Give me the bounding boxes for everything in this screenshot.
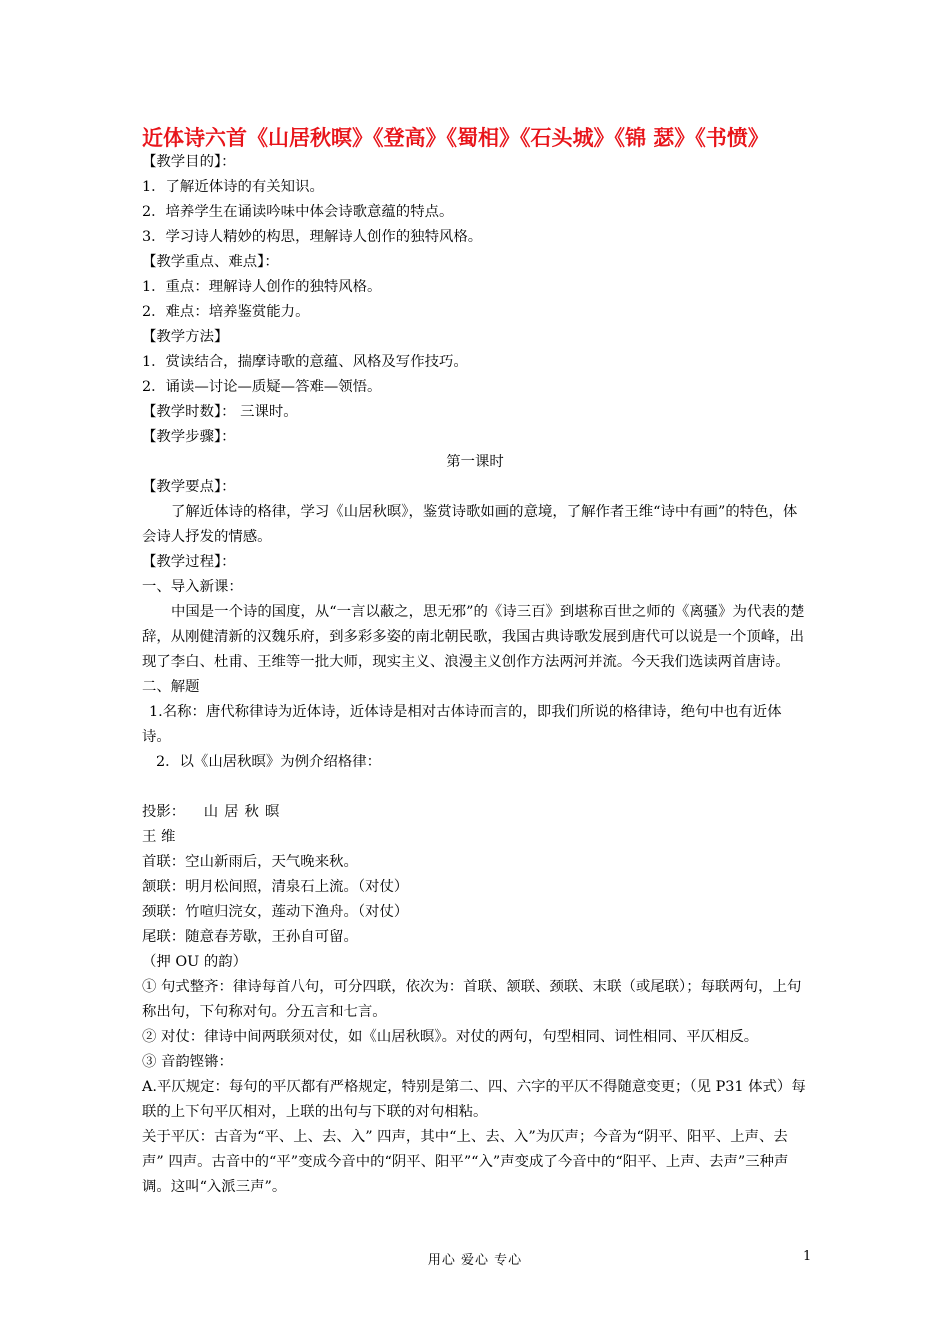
rule-detail: A.平仄规定：每句的平仄都有严格规定，特别是第二、四、六字的平仄不得随意变更；（见 P31 体式）每联的上下句平仄相对，上联的出句与下联的对句相粘。 xyxy=(142,1079,806,1120)
paragraph: 了解近体诗的格律，学习《山居秋暝》，鉴赏诗歌如画的意境，了解作者王维“诗中有画”的特色，体会诗人抒发的情感。 xyxy=(142,504,798,545)
document-title: 近体诗六首《山居秋暝》《登高》《蜀相》《石头城》《锦 瑟》《书愤》 xyxy=(142,125,769,150)
key-item: 2．难点：培养鉴赏能力。 xyxy=(142,304,310,320)
method-item: 1．赏读结合，揣摩诗歌的意蕴、风格及写作技巧。 xyxy=(142,354,468,370)
paragraph: 中国是一个诗的国度，从“一言以蔽之，思无邪”的《诗三百》到堪称百世之师的《离骚》为代表的楚辞，从刚健清新的汉魏乐府，到多彩多姿的南北朝民歌，我国古典诗歌发展到唐代可以说是一个顶峰，出现了李白、杜甫、王维等一批大师，现实主义、浪漫主义创作方法两河并流。今天我们选读两首唐诗。 xyxy=(142,604,805,670)
method-item: 2．诵读—讨论—质疑—答难—领悟。 xyxy=(142,379,382,395)
document-body xyxy=(142,150,808,1200)
poem-line: 尾联：随意春芳歇，王孙自可留。 xyxy=(142,929,358,945)
lesson-heading: 第一课时 xyxy=(446,454,504,470)
section-heading: 【教学重点、难点】： xyxy=(142,254,279,270)
rule-item: ③ 音韵铿锵： xyxy=(142,1054,233,1070)
paragraph: 2．以《山居秋暝》为例介绍格律： xyxy=(156,754,382,770)
rule-detail: 关于平仄：古音为“平、上、去、入” 四声，其中“上、去、入”为仄声；今音为“阴平、阳平、上声、去声” 四声。古音中的“平”变成今音中的“阴平、阳平”“入”声变成了今音中的“阳平、上声、去声”三种声调。这叫“入派三声”。 xyxy=(142,1129,789,1195)
poem-line: 颈联：竹喧归浣女，莲动下渔舟。（对仗） xyxy=(142,904,409,920)
rule-item: ② 对仗：律诗中间两联须对仗，如《山居秋暝》。对仗的两句，句型相同、词性相同、平仄相反。 xyxy=(142,1029,759,1045)
rule-item: ① 句式整齐：律诗每首八句，可分四联，依次为：首联、颔联、颈联、末联（或尾联）；每联两句，上句称出句，下句称对句。分五言和七言。 xyxy=(142,979,802,1020)
goal-item: 3．学习诗人精妙的构思，理解诗人创作的独特风格。 xyxy=(142,229,483,245)
goal-item: 1．了解近体诗的有关知识。 xyxy=(142,179,324,195)
goal-item: 2．培养学生在诵读吟味中体会诗歌意蕴的特点。 xyxy=(142,204,454,220)
paragraph: 1.名称：唐代称律诗为近体诗，近体诗是相对古体诗而言的，即我们所说的格律诗，绝句中也有近体诗。 xyxy=(142,704,782,745)
poem-line: 颔联：明月松间照，清泉石上流。（对仗） xyxy=(142,879,409,895)
key-item: 1．重点：理解诗人创作的独特风格。 xyxy=(142,279,382,295)
footer-motto: 用心 爱心 专心 xyxy=(427,1253,523,1268)
page-number: 1 xyxy=(803,1249,812,1264)
section-heading: 【教学要点】： xyxy=(142,479,236,495)
blank-line xyxy=(142,775,808,800)
subsection-heading: 一、导入新课： xyxy=(142,579,243,595)
section-heading: 【教学方法】 xyxy=(142,329,229,345)
projection-line xyxy=(142,800,808,825)
subsection-heading: 二、解题 xyxy=(142,679,200,695)
poem-author: 王 维 xyxy=(142,829,176,845)
section-heading: 【教学时数】： 三课时。 xyxy=(142,404,298,420)
rhyme-note: （押 OU 的韵） xyxy=(142,954,248,970)
section-heading: 【教学目的】： xyxy=(142,154,236,170)
section-heading: 【教学步骤】： xyxy=(142,429,236,445)
poem-line: 首联：空山新雨后，天气晚来秋。 xyxy=(142,854,358,870)
projection-label: 投影： xyxy=(142,804,186,820)
section-heading: 【教学过程】： xyxy=(142,554,236,570)
poem-title: 山居秋暝 xyxy=(203,804,286,820)
